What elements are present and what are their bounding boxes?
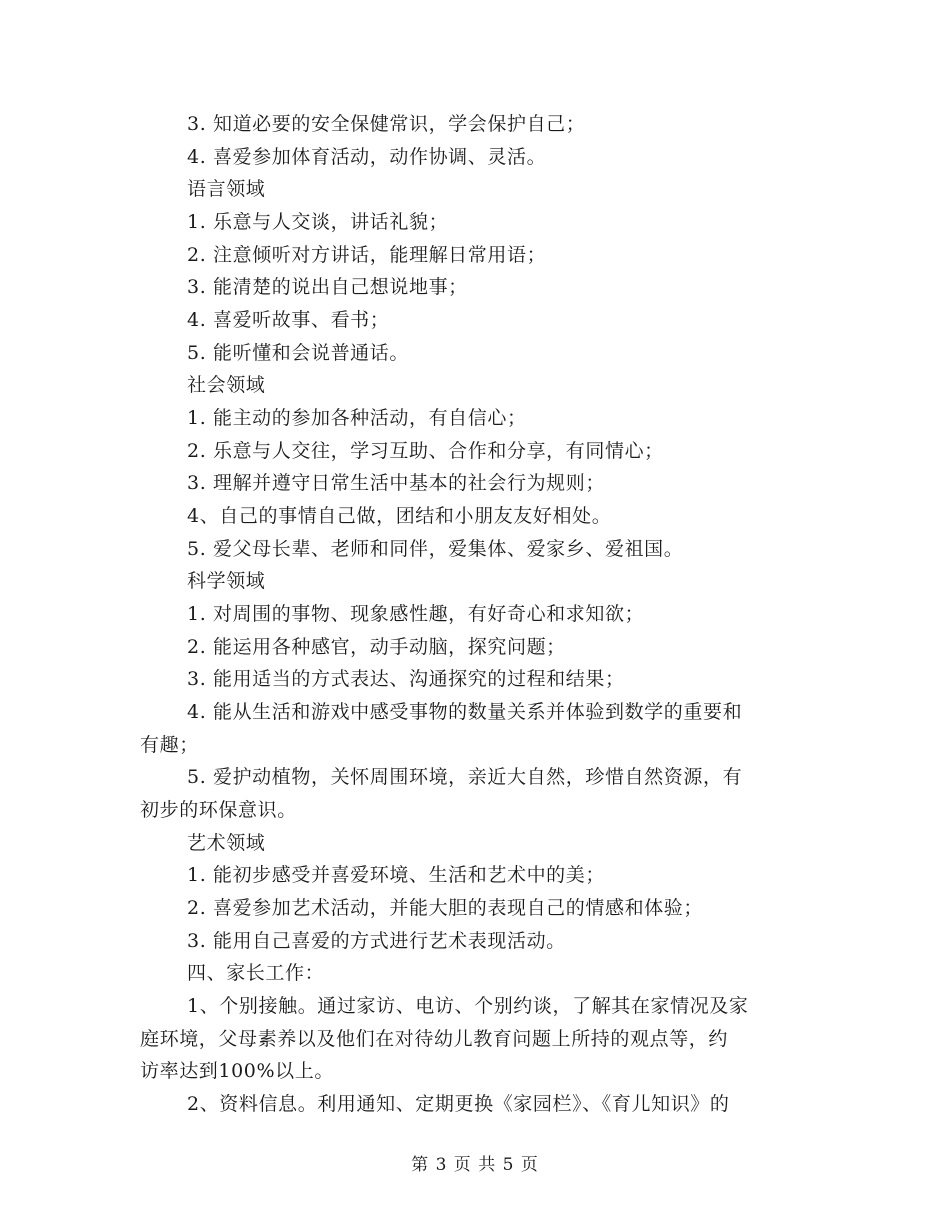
section-heading: 四、家长工作：	[187, 962, 325, 984]
text-line: 2. 喜爱参加艺术活动，并能大胆的表现自己的情感和体验；	[187, 897, 703, 919]
text-line: 4. 能从生活和游戏中感受事物的数量关系并体验到数学的重要和	[187, 701, 743, 723]
text-line: 3. 能清楚的说出自己想说地事；	[187, 276, 468, 298]
text-line: 4. 喜爱听故事、看书；	[187, 309, 390, 331]
text-line: 4. 喜爱参加体育活动，动作协调、灵活。	[187, 146, 547, 168]
text-line: 4、自己的事情自己做，团结和小朋友友好相处。	[187, 505, 612, 527]
text-line: 2. 注意倾听对方讲话，能理解日常用语；	[187, 244, 547, 266]
text-line: 5. 能听懂和会说普通话。	[187, 342, 409, 364]
text-line: 3. 知道必要的安全保健常识，学会保护自己；	[187, 113, 586, 135]
text-line-continuation: 庭环境，父母素养以及他们在对待幼儿教育问题上所持的观点等，约	[140, 1028, 729, 1050]
text-line: 1、个别接触。通过家访、电访、个别约谈，了解其在家情况及家	[187, 995, 749, 1017]
section-heading: 语言领域	[187, 178, 266, 200]
text-line: 2. 乐意与人交往，学习互助、合作和分享，有同情心；	[187, 440, 664, 462]
text-line: 5. 爱护动植物，关怀周围环境，亲近大自然，珍惜自然资源，有	[187, 766, 743, 788]
text-line: 2、资料信息。利用通知、定期更换《家园栏》、《育儿知识》的	[187, 1093, 730, 1115]
text-line-continuation: 访率达到100%以上。	[140, 1060, 334, 1082]
text-line: 3. 能用自己喜爱的方式进行艺术表现活动。	[187, 930, 566, 952]
section-heading: 科学领域	[187, 570, 266, 592]
section-heading: 社会领域	[187, 374, 266, 396]
text-line: 3. 能用适当的方式表达、沟通探究的过程和结果；	[187, 668, 625, 690]
text-line-continuation: 有趣；	[140, 734, 199, 756]
text-line: 1. 能初步感受并喜爱环境、生活和艺术中的美；	[187, 864, 605, 886]
text-line-continuation: 初步的环保意识。	[140, 799, 297, 821]
text-line: 1. 对周围的事物、现象感性趣，有好奇心和求知欲；	[187, 603, 645, 625]
text-line: 1. 乐意与人交谈，讲话礼貌；	[187, 211, 449, 233]
section-heading: 艺术领域	[187, 832, 266, 854]
text-line: 5. 爱父母长辈、老师和同伴，爱集体、爱家乡、爱祖国。	[187, 538, 684, 560]
page-number: 第 3 页 共 5 页	[411, 1155, 539, 1175]
text-line: 3. 理解并遵守日常生活中基本的社会行为规则；	[187, 472, 605, 494]
text-line: 2. 能运用各种感官，动手动脑，探究问题；	[187, 636, 566, 658]
text-line: 1. 能主动的参加各种活动，有自信心；	[187, 407, 527, 429]
